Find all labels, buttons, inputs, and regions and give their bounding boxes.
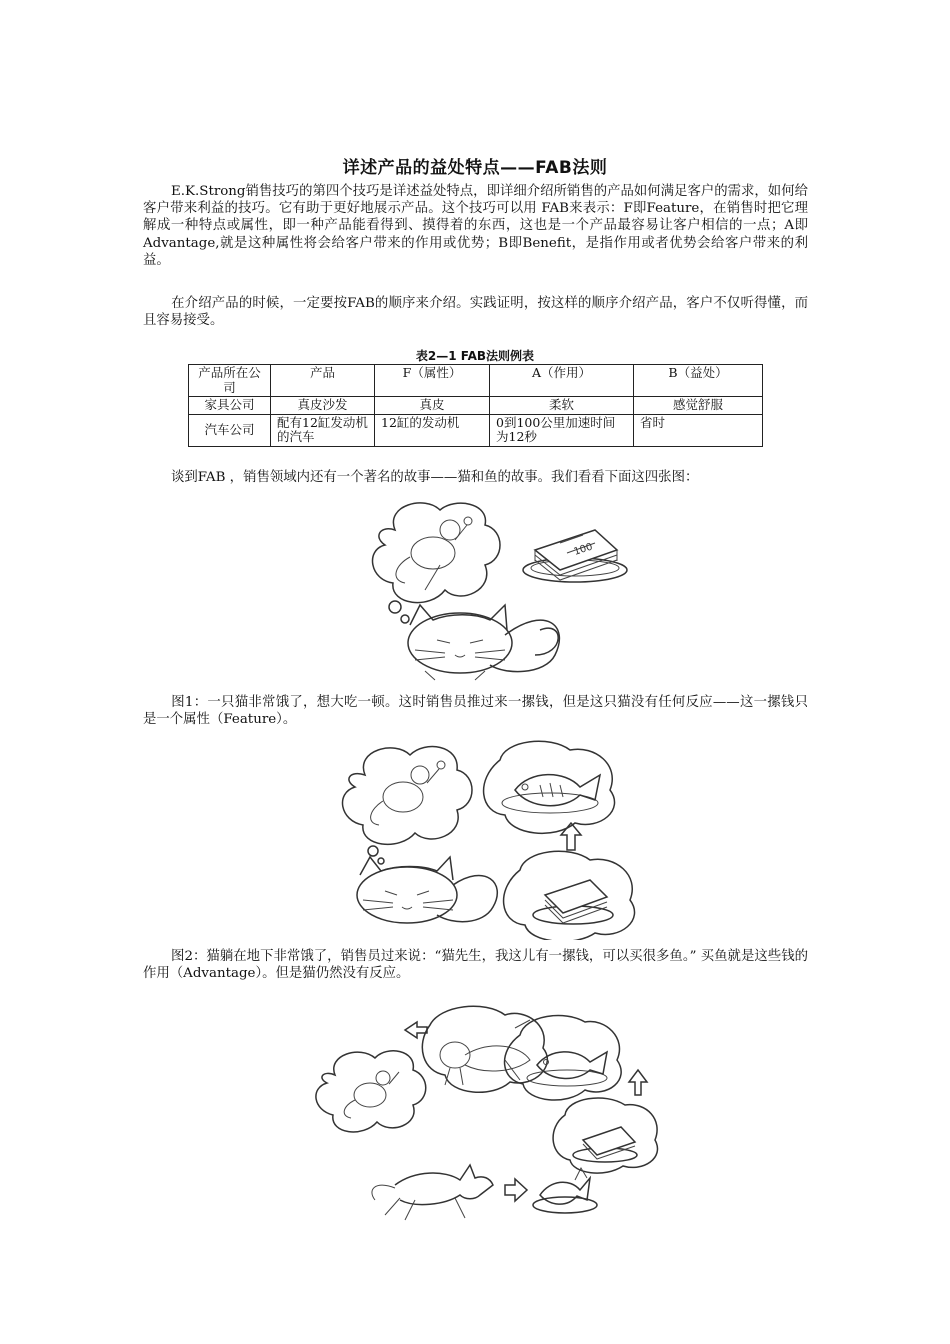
- intro-paragraph: [143, 183, 808, 269]
- fish-bubble-icon: [505, 1016, 622, 1100]
- leaping-cat-icon: [372, 1165, 493, 1220]
- figure-2-caption: [143, 948, 808, 982]
- svg-text:100: 100: [572, 541, 595, 558]
- up-arrow-icon: [561, 823, 581, 850]
- figure-1-illustration: [355, 495, 640, 685]
- fish-bubble-icon: [484, 741, 615, 833]
- table-cell: 汽车公司: [189, 414, 271, 446]
- figure-2-caption-text: 图2：猫躺在地下非常饿了，销售员过来说：“猫先生，我这儿有一摞钱，可以买很多鱼。” 买鱼就是这些钱的作用（Advantage）。但是猫仍然没有反应。: [143, 949, 808, 982]
- up-arrow-icon: [629, 1070, 647, 1095]
- eating-cat-bubble-icon: [422, 1006, 547, 1092]
- story-intro-paragraph: [143, 469, 808, 486]
- table-cell: 配有12缸发动机的汽车: [271, 414, 375, 446]
- table-cell: 12缸的发动机: [375, 414, 490, 446]
- table-cell: 感觉舒服: [634, 397, 763, 415]
- page-title: 详述产品的益处特点——FAB法则: [342, 158, 608, 178]
- thought-bubble-icon: [343, 747, 472, 864]
- table-cell: 真皮沙发: [271, 397, 375, 415]
- paragraph-1-text: E.K.Strong销售技巧的第四个技巧是详述益处特点，即详细介绍所销售的产品如何满足客户的需求，如何给客户带来利益的技巧。它有助于更好地展示产品。这个技巧可以用 FAB来表示：F即Feature，在销售时把它理解成一种特点或属性，即一种产品能看得到、摸得着的东西，这也是一个产品最容易让客户相信的一点；A即Advantage,就是这种属性将会给客户带来的作用或优势；B即Benefit，是指作用或者优势会给客户带来的利益。: [143, 184, 808, 268]
- table-caption: 表2—1 FAB法则例表: [415, 349, 535, 363]
- thought-bubble-icon: [373, 503, 500, 623]
- sad-cat-icon: [357, 857, 497, 923]
- fab-table: [188, 364, 763, 447]
- figure-3-illustration: [305, 1000, 665, 1225]
- table-row: [189, 397, 763, 415]
- paragraph-2-text: 在介绍产品的时候，一定要按FAB的顺序来介绍。实践证明，按这样的顺序介绍产品，客户不仅听得懂，而且容易接受。: [143, 296, 808, 329]
- order-paragraph: [143, 295, 808, 329]
- table-cell: 柔软: [490, 397, 634, 415]
- table-header-row: [189, 365, 763, 397]
- header-cell: F（属性）: [375, 365, 490, 397]
- table-row: [189, 414, 763, 446]
- paragraph-3-text: 谈到FAB ，销售领域内还有一个著名的故事——猫和鱼的故事。我们看看下面这四张图：: [171, 470, 699, 485]
- money-bubble-icon: [504, 851, 635, 940]
- money-plate-icon: [523, 530, 627, 582]
- header-cell: 产品所在公司: [189, 365, 271, 397]
- table-cell: 0到100公里加速时间为12秒: [490, 414, 634, 446]
- table-cell: 家具公司: [189, 397, 271, 415]
- table-cell: 真皮: [375, 397, 490, 415]
- money-bubble-icon: [553, 1098, 657, 1173]
- figure-1-caption-text: 图1：一只猫非常饿了，想大吃一顿。这时销售员推过来一摞钱，但是这只猫没有任何反应——这一摞钱只是一个属性（Feature）。: [143, 695, 808, 728]
- right-arrow-icon: [505, 1179, 527, 1201]
- sad-cat-icon: [408, 605, 559, 680]
- figure-2-illustration: [335, 735, 655, 940]
- figure-1-caption: [143, 694, 808, 728]
- header-cell: 产品: [271, 365, 375, 397]
- header-cell: B（益处）: [634, 365, 763, 397]
- header-cell: A（作用）: [490, 365, 634, 397]
- fish-plate-icon: [533, 1168, 597, 1213]
- thought-bubble-icon: [316, 1051, 426, 1132]
- table-cell: 省时: [634, 414, 763, 446]
